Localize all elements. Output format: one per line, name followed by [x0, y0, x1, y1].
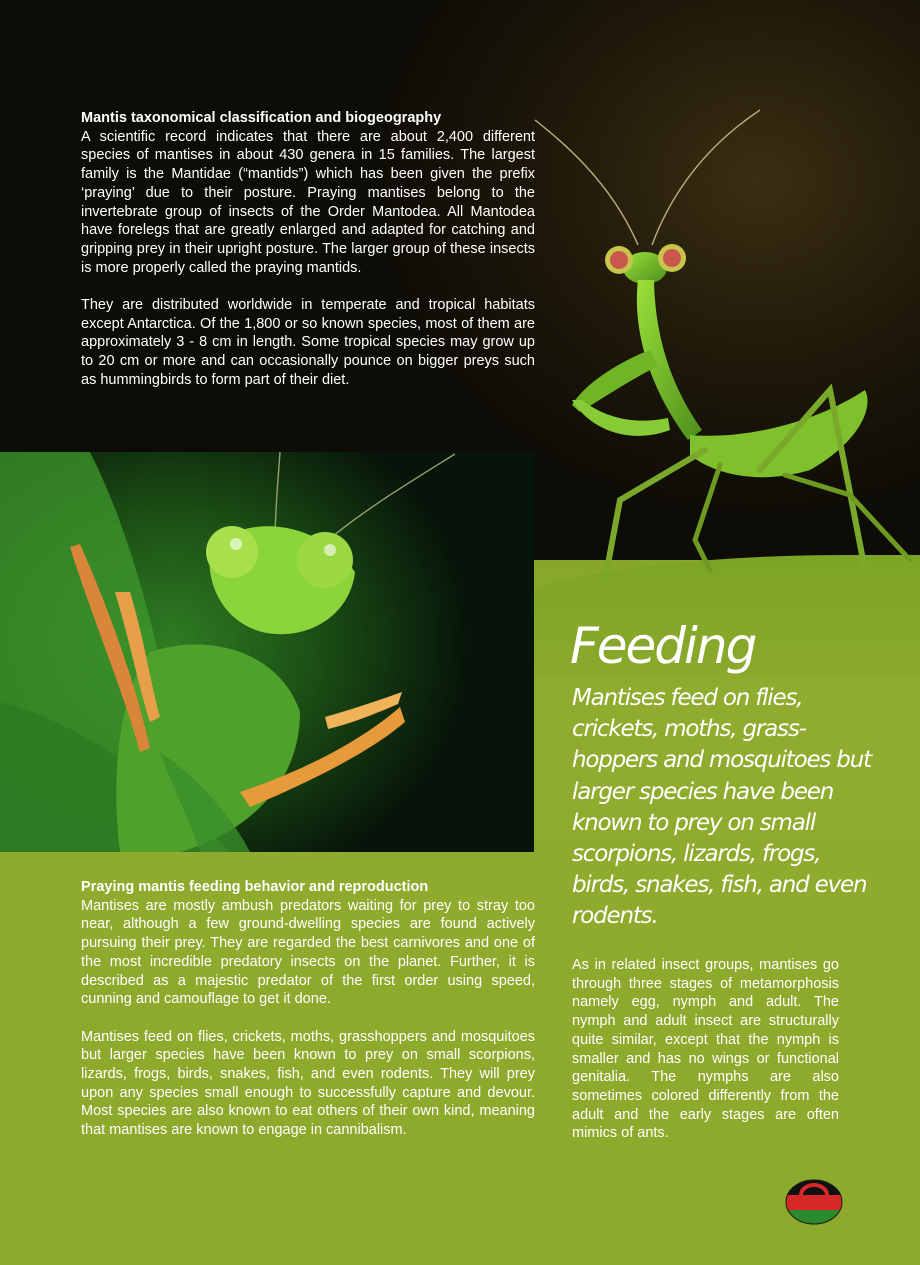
feeding-paragraph-2: Mantises feed on flies, crickets, moths, grasshoppers and mosquitoes but larger species have been known to prey on small scorpions, lizards, frogs, birds, snakes, fish, and even rodents. They will prey upon any species small enough to successfully capture and devour. Most species are also known to eat others of their own kind, meaning that mantises are known to engage in cannibalism. [81, 1028, 535, 1139]
feeding-section [81, 878, 535, 1140]
feeding-heading: Praying mantis feeding behavior and reproduction [81, 879, 429, 895]
feeding-title: Feeding [570, 617, 756, 675]
taxonomy-paragraph-2: They are distributed worldwide in temperate and tropical habitats except Antarctica. Of the 1,800 or so known species, most of them are approximately 3 - 8 cm in length. Some tropical species may grow up to 20 cm or more and can occasionally pounce on bigger preys such as hummingbirds to form part of their diet. [81, 297, 535, 388]
standing-mantis-image [520, 100, 920, 600]
malawi-flag-icon [785, 1179, 843, 1225]
mantis-closeup-photo [0, 452, 534, 852]
metamorphosis-paragraph: As in related insect groups, mantises go through three stages of metamorphosis namely egg, nymph and adult. The nymph and adult insect are structurally quite similar, except that the nymph is smaller and has no wings or functional genitalia. The nymphs are also sometimes colored differently from the adult and the early stages are often mimics of ants. [572, 957, 839, 1142]
taxonomy-heading: Mantis taxonomical classification and biogeography [81, 110, 442, 126]
feeding-pull-quote: Mantises feed on flies, crickets, moths, grass-hoppers and mosquitoes but larger species have been known to prey on small scorpions, lizards, frogs, birds, snakes, fish, and even rodents. [572, 685, 871, 930]
taxonomy-section [81, 109, 535, 390]
taxonomy-paragraph-1: A scientific record indicates that there are about 2,400 different species of mantises in about 430 genera in 15 families. The largest family is the Mantidae (“mantids”) which has been given the prefix ‘praying’ due to their posture. Praying mantises belong to the invertebrate group of insects of the Order Mantodea. All Mantodea have forelegs that are greatly enlarged and adapted for catching and gripping prey in their upright posture. The larger group of these insects is more properly called the praying mantids. [81, 128, 535, 276]
feeding-paragraph-1: Mantises are mostly ambush predators waiting for prey to stray too near, although a few ground-dwelling species are found actively pursuing their prey. They are regarded the best carnivores and one of the most incredible predatory insects on the planet. Further, it is described as a majestic predator of the first order using speed, cunning and camouflage to get it done. [81, 897, 535, 1008]
metamorphosis-section [572, 956, 839, 1143]
